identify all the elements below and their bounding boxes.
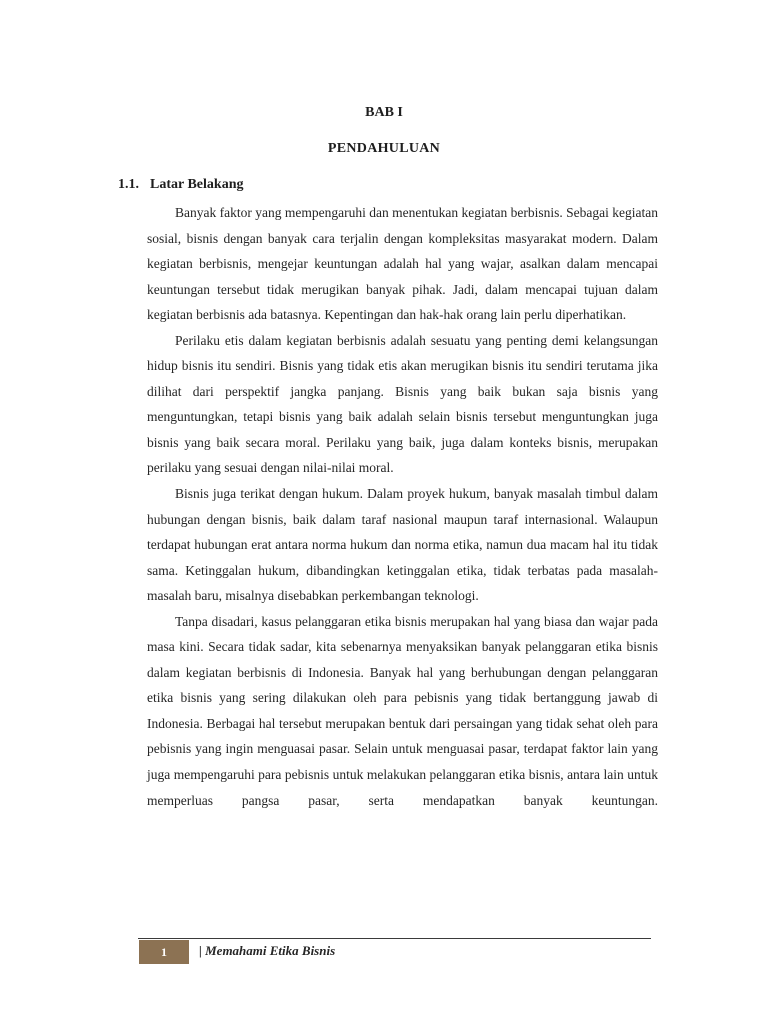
section-title: Latar Belakang [150,177,244,192]
section-number: 1.1. [118,177,139,192]
body-text [147,200,658,813]
running-title: | Memahami Etika Bisnis [199,943,336,958]
paragraph-2: Perilaku etis dalam kegiatan berbisnis adalah sesuatu yang penting demi kelangsungan hidup bisnis itu sendiri. Bisnis yang tidak etis akan merugikan bisnis itu sendiri terutama jika dilihat dari perspektif jangka panjang. Bisnis yang baik bukan saja bisnis yang menguntungkan, tetapi bisnis yang baik adalah selain bisnis tersebut menguntungkan juga bisnis yang baik secara moral. Perilaku yang baik, juga dalam konteks bisnis, merupakan perilaku yang sesuai dengan nilai-nilai moral. [147,332,658,476]
page-number: 1 [161,944,167,959]
page-number-badge [139,940,189,964]
chapter-number: BAB I [365,105,403,120]
paragraph-3: Bisnis juga terikat dengan hukum. Dalam proyek hukum, banyak masalah timbul dalam hubungan dengan bisnis, baik dalam taraf nasional maupun taraf internasional. Walaupun terdapat hubungan erat antara norma hukum dan norma etika, namun dua macam hal itu tidak sama. Ketinggalan hukum, dibandingkan ketinggalan etika, tidak terbatas pada masalah-masalah baru, misalnya disebabkan perkembangan teknologi. [147,486,658,604]
paragraph-4: Tanpa disadari, kasus pelanggaran etika bisnis merupakan hal yang biasa dan wajar pada masa kini. Secara tidak sadar, kita sebenarnya menyaksikan banyak pelanggaran etika bisnis dalam kegiatan berbisnis di Indonesia. Banyak hal yang berhubungan dengan pelanggaran etika bisnis yang sering dilakukan oleh para pebisnis yang tidak bertanggung jawab di Indonesia. Berbagai hal tersebut merupakan bentuk dari persaingan yang tidak sehat oleh para pebisnis yang ingin menguasai pasar. Selain untuk menguasai pasar, terdapat faktor lain yang juga mempengaruhi para pebisnis untuk melakukan pelanggaran etika bisnis, antara lain untuk memperluas pangsa pasar, serta mendapatkan banyak keuntungan. [147,613,658,808]
chapter-title: PENDAHULUAN [327,141,441,156]
section-heading [118,177,243,193]
footer-divider [138,938,651,939]
paragraph-1: Banyak faktor yang mempengaruhi dan menentukan kegiatan berbisnis. Sebagai kegiatan sosial, bisnis dengan banyak cara terjalin dengan kompleksitas masyarakat modern. Dalam kegiatan berbisnis, mengejar keuntungan adalah hal yang wajar, asalkan dalam mencapai keuntungan tersebut tidak merugikan banyak pihak. Jadi, dalam mencapai tujuan dalam kegiatan berbisnis ada batasnya. Kepentingan dan hak-hak orang lain perlu diperhatikan. [147,205,658,323]
